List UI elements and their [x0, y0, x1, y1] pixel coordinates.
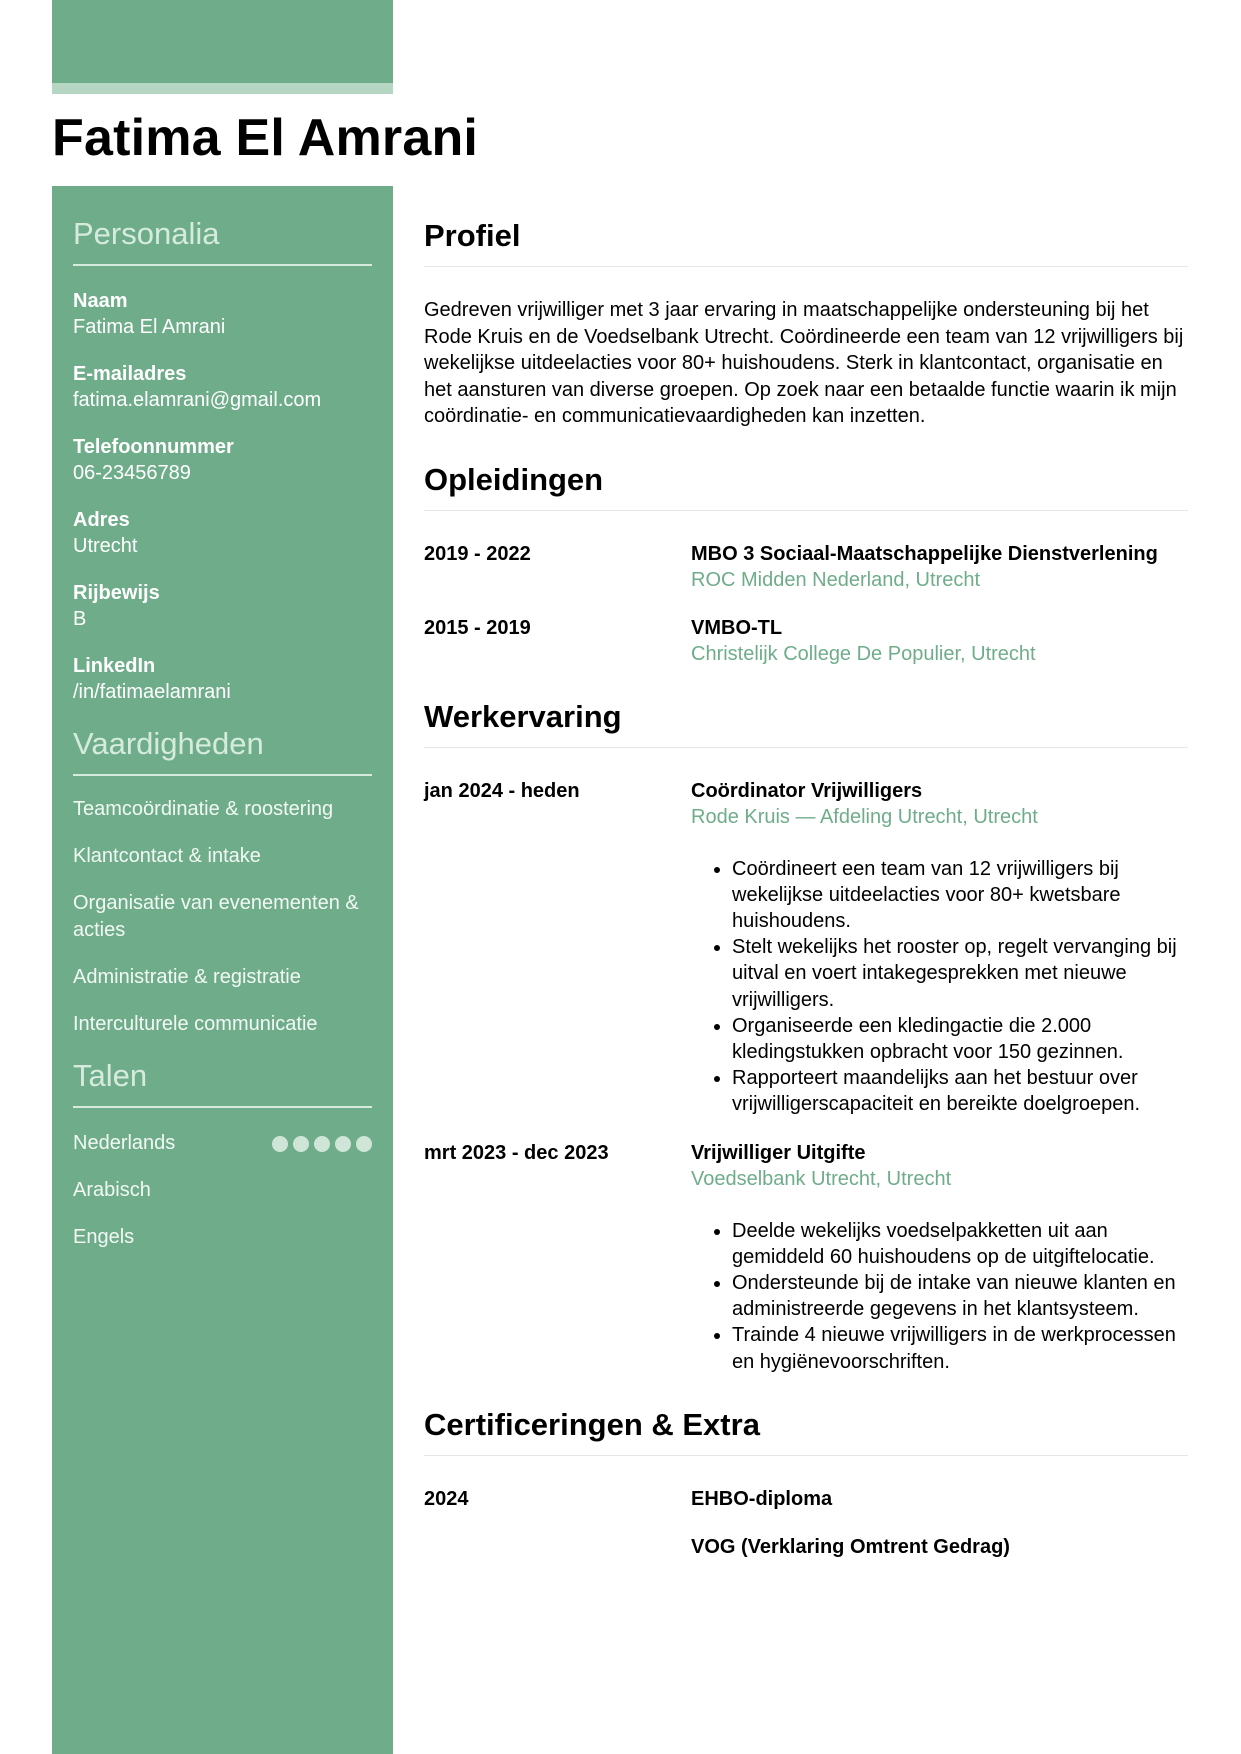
bullet-item: • Trainde 4 nieuwe vrijwilligers in de werkprocessen en hygiënevoorschriften.: [732, 1322, 1188, 1374]
entry-body: [691, 1486, 1188, 1512]
field-value: Utrecht: [73, 535, 138, 557]
entry-title: VOG (Verklaring Omtrent Gedrag): [691, 1535, 1010, 1558]
profile-text: Gedreven vrijwilliger met 3 jaar ervaring in maatschappelijke ondersteuning bij het Rode Kruis en de Voedselbank Utrecht. Coördineerde een team van 12 vrijwilligers bij wekelijkse uitdeelacties voor 80+ huishoudens. Sterk in klantcontact, organisatie en het aansturen van diverse groepen. Op zoek naar een betaalde functie waarin ik mijn coördinatie- en communicatievaardigheden kan inzetten.: [424, 299, 1184, 427]
bullet-item: • Deelde wekelijks voedselpakketten uit aan gemiddeld 60 huishoudens op de uitgiftelocatie.: [732, 1218, 1188, 1270]
field-label: Adres: [73, 509, 130, 531]
level-dot: [335, 1136, 351, 1152]
field-label: Rijbewijs: [73, 582, 160, 604]
entry-date: mrt 2023 - dec 2023: [424, 1141, 609, 1164]
language-name: Nederlands: [73, 1132, 176, 1154]
entry-date: 2019 - 2022: [424, 542, 531, 565]
field-label: Telefoonnummer: [73, 436, 234, 458]
bullet-item: • Stelt wekelijks het rooster op, regelt vervanging bij uitval en voert intakegesprekken met nieuwe vrijwilligers.: [732, 934, 1188, 1013]
sidebar: [52, 186, 393, 1754]
field-email: [73, 361, 372, 413]
language-level-dots: [272, 1136, 372, 1152]
language-name: Engels: [73, 1226, 135, 1248]
profile-heading: Profiel: [424, 186, 1188, 267]
entry-body: [691, 778, 1188, 1118]
personal-fields: [73, 288, 372, 705]
skill-item: Interculturele communicatie: [73, 1013, 318, 1035]
certifications-section: [424, 1397, 1188, 1560]
level-dot: [314, 1136, 330, 1152]
education-heading: Opleidingen: [424, 430, 1188, 511]
candidate-name: Fatima El Amrani: [52, 109, 479, 167]
field-linkedin: [73, 653, 372, 705]
entry-employer: Rode Kruis — Afdeling Utrecht, Utrecht: [691, 805, 1038, 828]
skill-item: Klantcontact & intake: [73, 845, 261, 867]
bullet-item: • Organiseerde een kledingactie die 2.000 kledingstukken opbracht voor 150 gezinnen.: [732, 1013, 1188, 1065]
bullet-item: • Ondersteunde bij de intake van nieuwe klanten en administreerde gegevens in het klantsysteem.: [732, 1270, 1188, 1322]
field-label: LinkedIn: [73, 655, 156, 677]
entry-institution: Christelijk College De Populier, Utrecht: [691, 642, 1036, 665]
experience-entry: [424, 1140, 1188, 1375]
personal-heading: Personalia: [73, 216, 372, 266]
skills-heading: Vaardigheden: [73, 726, 372, 776]
field-value: Fatima El Amrani: [73, 316, 226, 338]
education-entry: [424, 541, 1188, 593]
field-label: Naam: [73, 290, 128, 312]
certifications-heading: Certificeringen & Extra: [424, 1397, 1188, 1456]
header-color-block: [52, 0, 393, 83]
entry-employer: Voedselbank Utrecht, Utrecht: [691, 1167, 952, 1190]
entry-date: 2015 - 2019: [424, 616, 531, 639]
main-content: [424, 186, 1188, 1582]
language-item: [73, 1130, 372, 1157]
entry-date: jan 2024 - heden: [424, 779, 580, 802]
skills-list: [73, 796, 372, 1038]
language-item: [73, 1224, 372, 1251]
field-value: 06-23456789: [73, 462, 191, 484]
entry-date: 2024: [424, 1487, 469, 1510]
experience-section: [424, 689, 1188, 1375]
experience-entry: [424, 778, 1188, 1118]
languages-heading: Talen: [73, 1058, 372, 1108]
entry-title: Vrijwilliger Uitgifte: [691, 1141, 866, 1164]
entry-body: [691, 615, 1188, 667]
entry-body: [691, 1534, 1188, 1560]
language-name: Arabisch: [73, 1179, 151, 1201]
language-item: [73, 1177, 372, 1204]
entry-title: Coördinator Vrijwilligers: [691, 779, 923, 802]
entry-title: VMBO-TL: [691, 616, 783, 639]
certification-entry: [424, 1486, 1188, 1512]
field-address: [73, 507, 372, 559]
field-value: B: [73, 608, 87, 630]
entry-body: [691, 541, 1188, 593]
entry-bullets: [691, 1218, 1188, 1375]
entry-body: [691, 1140, 1188, 1375]
education-section: [424, 430, 1188, 667]
languages-list: [73, 1130, 372, 1251]
bullet-item: • Coördineert een team van 12 vrijwilligers bij wekelijkse uitdeelacties voor 80+ kwetsbare huishoudens.: [732, 856, 1188, 935]
field-label: E-mailadres: [73, 363, 187, 385]
education-entry: [424, 615, 1188, 667]
skill-item: Organisatie van evenementen & acties: [73, 892, 359, 941]
entry-title: MBO 3 Sociaal-Maatschappelijke Dienstverlening: [691, 542, 1158, 565]
field-license: [73, 580, 372, 632]
level-dot: [272, 1136, 288, 1152]
skill-item: Teamcoördinatie & roostering: [73, 798, 334, 820]
profile-section: [424, 186, 1188, 430]
certification-entry: [424, 1534, 1188, 1560]
bullet-item: • Rapporteert maandelijks aan het bestuur over vrijwilligerscapaciteit en bereikte doelgroepen.: [732, 1065, 1188, 1117]
level-dot: [356, 1136, 372, 1152]
entry-title: EHBO-diploma: [691, 1487, 833, 1510]
level-dot: [293, 1136, 309, 1152]
header-color-stripe: [52, 83, 393, 94]
skill-item: Administratie & registratie: [73, 966, 301, 988]
experience-heading: Werkervaring: [424, 689, 1188, 748]
entry-date: [424, 1534, 691, 1560]
field-value: /in/fatimaelamrani: [73, 681, 231, 703]
field-value: fatima.elamrani@gmail.com: [73, 389, 322, 411]
entry-institution: ROC Midden Nederland, Utrecht: [691, 568, 981, 591]
entry-bullets: [691, 856, 1188, 1118]
field-name: [73, 288, 372, 340]
field-phone: [73, 434, 372, 486]
